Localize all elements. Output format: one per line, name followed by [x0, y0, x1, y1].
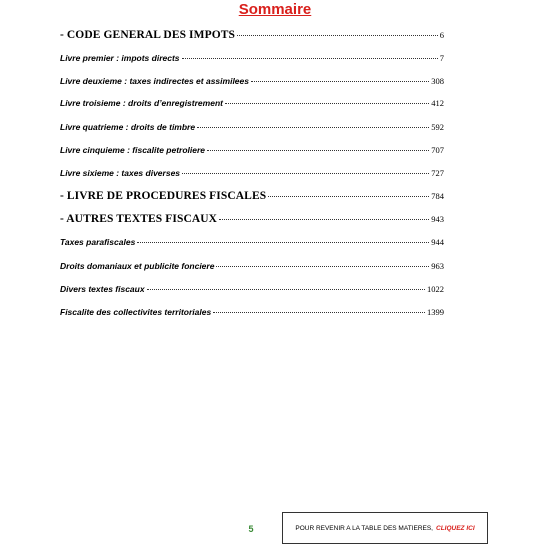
- toc-entry-label: Taxes parafiscales: [60, 237, 136, 247]
- toc-entry-page: 308: [431, 76, 444, 86]
- toc-entry-fiscalite-collectivites[interactable]: [60, 307, 444, 317]
- toc-entry-livre-quatrieme[interactable]: [60, 122, 444, 132]
- dot-leader: [213, 312, 425, 313]
- toc-entry-page: 963: [431, 261, 444, 271]
- toc-entry-label: Divers textes fiscaux: [60, 284, 145, 294]
- toc-entry-label: Livre premier : impots directs: [60, 53, 180, 63]
- toc-entry-divers-textes[interactable]: [60, 284, 444, 294]
- toc-entry-page: 7: [439, 53, 444, 63]
- toc-entry-label: Livre troisieme : droits d’enregistrement: [60, 98, 223, 108]
- dot-leader: [216, 266, 429, 267]
- toc-entry-livre-procedures[interactable]: [60, 190, 444, 202]
- toc-entry-label: - AUTRES TEXTES FISCAUX: [60, 213, 218, 225]
- toc-entry-label: Fiscalite des collectivites territoriales: [60, 307, 212, 317]
- toc-entry-page: 6: [439, 30, 444, 40]
- dot-leader: [225, 103, 429, 104]
- toc-entry-label: Livre sixieme : taxes diverses: [60, 168, 181, 178]
- toc-entry-page: 707: [431, 145, 444, 155]
- toc-entry-label: - CODE GENERAL DES IMPOTS: [60, 29, 236, 41]
- toc-entry-page: 1399: [427, 307, 444, 317]
- toc-entry-label: Livre cinquieme : fiscalite petroliere: [60, 145, 206, 155]
- back-to-toc-button[interactable]: [282, 512, 488, 544]
- dot-leader: [207, 150, 429, 151]
- toc-entry-page: 592: [431, 122, 444, 132]
- dot-leader: [251, 81, 429, 82]
- toc-entry-droits-domaniaux[interactable]: [60, 261, 444, 271]
- dot-leader: [219, 219, 429, 220]
- page-title: Sommaire: [238, 1, 312, 18]
- dot-leader: [237, 35, 438, 36]
- toc-entry-livre-troisieme[interactable]: [60, 98, 444, 108]
- toc-entry-livre-sixieme[interactable]: [60, 168, 444, 178]
- toc-entry-page: 1022: [427, 284, 444, 294]
- toc-entry-taxes-parafiscales[interactable]: [60, 237, 444, 247]
- toc-entry-page: 412: [431, 98, 444, 108]
- click-here-link[interactable]: CLIQUEZ ICI: [436, 524, 475, 532]
- toc-entry-livre-premier[interactable]: [60, 53, 444, 63]
- dot-leader: [268, 196, 429, 197]
- page-number: 5: [248, 524, 254, 534]
- toc-entry-page: 943: [431, 214, 444, 224]
- dot-leader: [182, 173, 429, 174]
- toc-entry-label: Livre deuxieme : taxes indirectes et assimilees: [60, 76, 249, 86]
- toc-entry-label: Livre quatrieme : droits de timbre: [60, 122, 196, 132]
- toc-entry-label: - LIVRE DE PROCEDURES FISCALES: [60, 190, 267, 202]
- toc-entry-livre-cinquieme[interactable]: [60, 145, 444, 155]
- dot-leader: [197, 127, 429, 128]
- back-to-toc-text: POUR REVENIR A LA TABLE DES MATIERES,: [295, 524, 433, 532]
- toc-entry-autres-textes[interactable]: [60, 213, 444, 225]
- toc-entry-page: 944: [431, 237, 444, 247]
- toc-entry-page: 784: [431, 191, 444, 201]
- toc-entry-label: Droits domaniaux et publicite fonciere: [60, 261, 215, 271]
- toc-entry-page: 727: [431, 168, 444, 178]
- dot-leader: [182, 58, 438, 59]
- toc-entry-livre-deuxieme[interactable]: [60, 76, 444, 86]
- dot-leader: [147, 289, 425, 290]
- dot-leader: [137, 242, 429, 243]
- toc-entry-code-general[interactable]: [60, 29, 444, 41]
